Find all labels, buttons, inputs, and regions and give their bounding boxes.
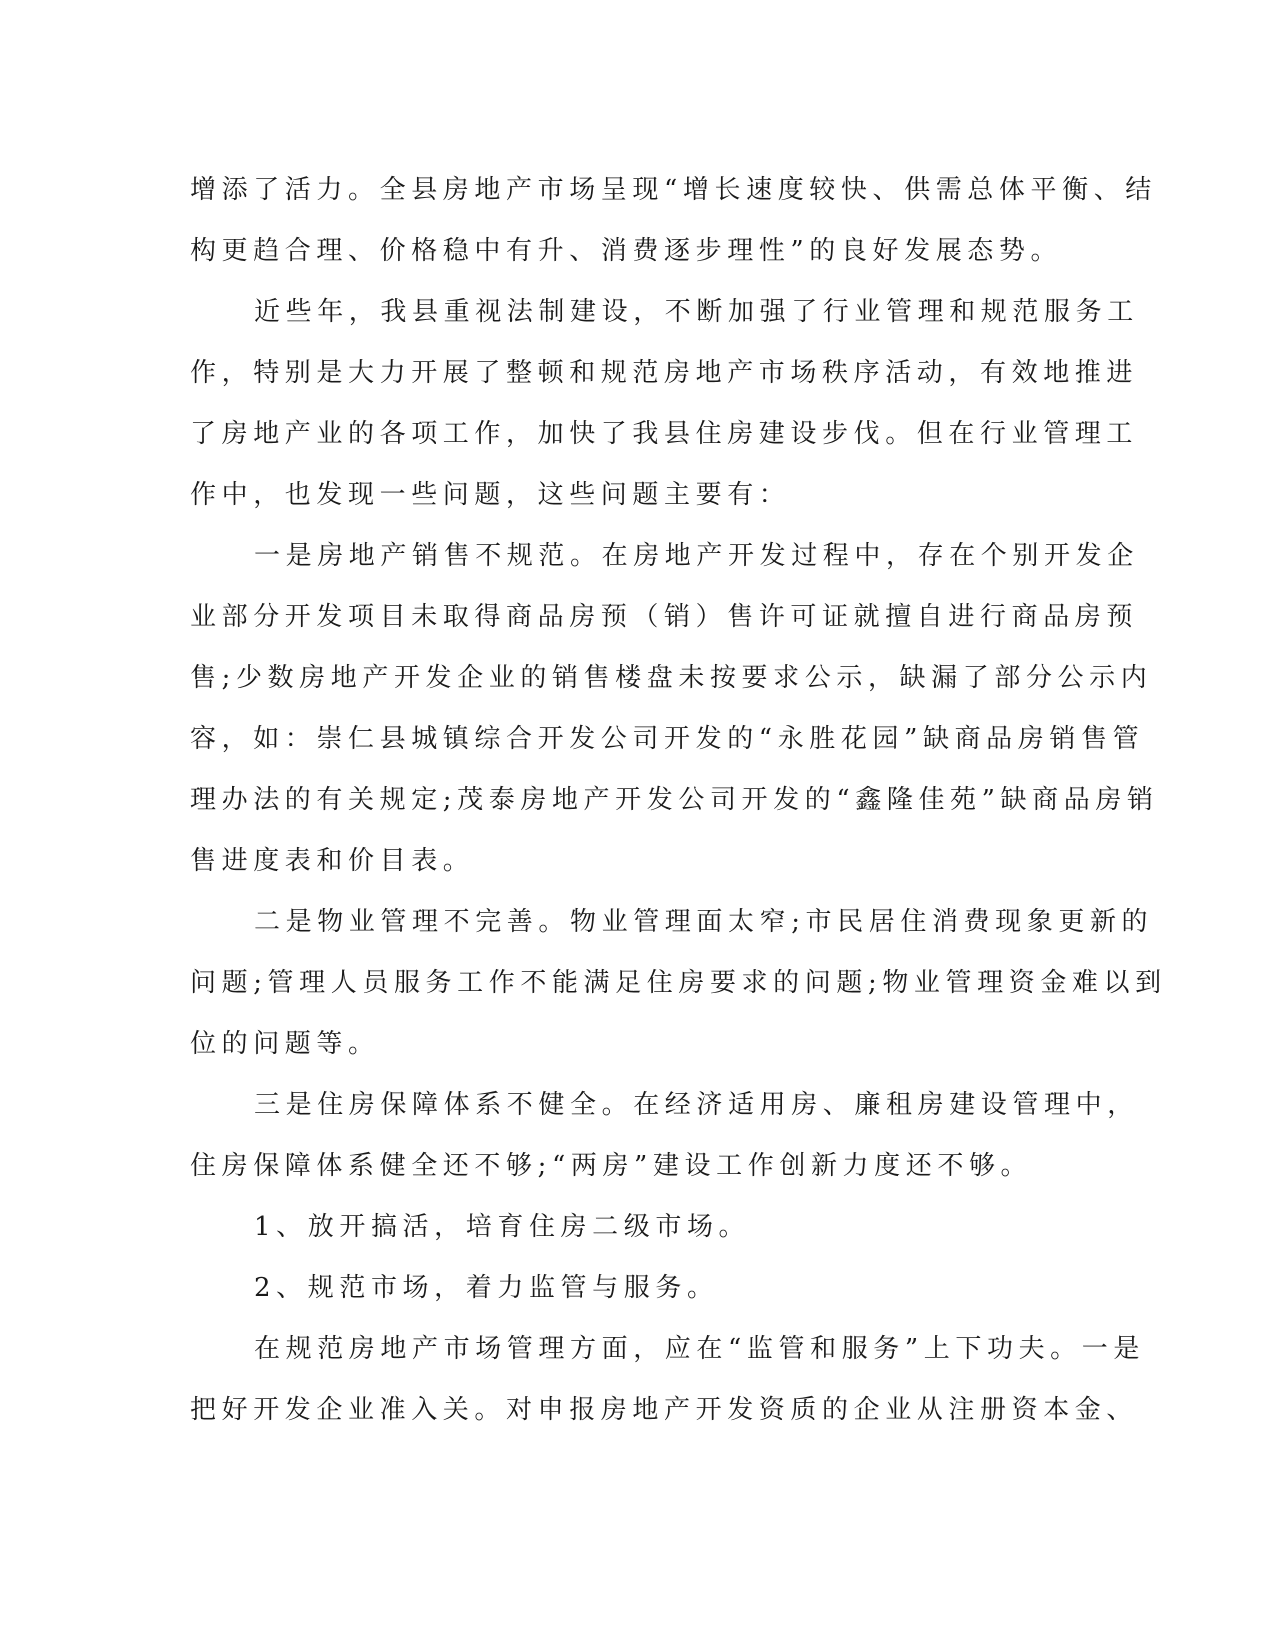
paragraph-start-line: 一是房地产销售不规范。在房地产开发过程中，存在个别开发企: [254, 541, 1139, 571]
paragraph-start-line: 二是物业管理不完善。物业管理面太窄;市民居住消费现象更新的: [254, 907, 1154, 937]
text-line: 售进度表和价目表。: [190, 846, 475, 876]
text-line: 理办法的有关规定;茂泰房地产开发公司开发的“鑫隆佳苑”缺商品房销: [190, 785, 1159, 815]
text-line: 把好开发企业准入关。对申报房地产开发资质的企业从注册资本金、: [190, 1395, 1139, 1425]
paragraph-start-line: 三是住房保障体系不健全。在经济适用房、廉租房建设管理中，: [254, 1090, 1139, 1120]
paragraph-start-line: 近些年，我县重视法制建设，不断加强了行业管理和规范服务工: [254, 297, 1139, 327]
text-line: 容，如：崇仁县城镇综合开发公司开发的“永胜花园”缺商品房销售管: [190, 724, 1145, 754]
list-item-2: 2、规范市场，着力监管与服务。: [254, 1273, 719, 1303]
text-line: 售;少数房地产开发企业的销售楼盘未按要求公示，缺漏了部分公示内: [190, 663, 1153, 693]
text-line: 业部分开发项目未取得商品房预（销）售许可证就擅自进行商品房预: [190, 602, 1139, 632]
text-line: 了房地产业的各项工作，加快了我县住房建设步伐。但在行业管理工: [190, 419, 1139, 449]
text-line: 作，特别是大力开展了整顿和规范房地产市场秩序活动，有效地推进: [190, 358, 1139, 388]
text-line: 作中，也发现一些问题，这些问题主要有：: [190, 480, 791, 510]
paragraph-start-line: 在规范房地产市场管理方面，应在“监管和服务”上下功夫。一是: [254, 1334, 1145, 1364]
text-line: 构更趋合理、价格稳中有升、消费逐步理性”的良好发展态势。: [190, 236, 1063, 266]
text-line: 问题;管理人员服务工作不能满足住房要求的问题;物业管理资金难以到: [190, 968, 1167, 998]
text-line: 增添了活力。全县房地产市场呈现“增长速度较快、供需总体平衡、结: [190, 175, 1157, 205]
document-body: [190, 160, 1167, 1441]
text-line: 位的问题等。: [190, 1029, 380, 1059]
list-item-1: 1、放开搞活，培育住房二级市场。: [254, 1212, 751, 1242]
text-line: 住房保障体系健全还不够;“两房”建设工作创新力度还不够。: [190, 1151, 1033, 1181]
